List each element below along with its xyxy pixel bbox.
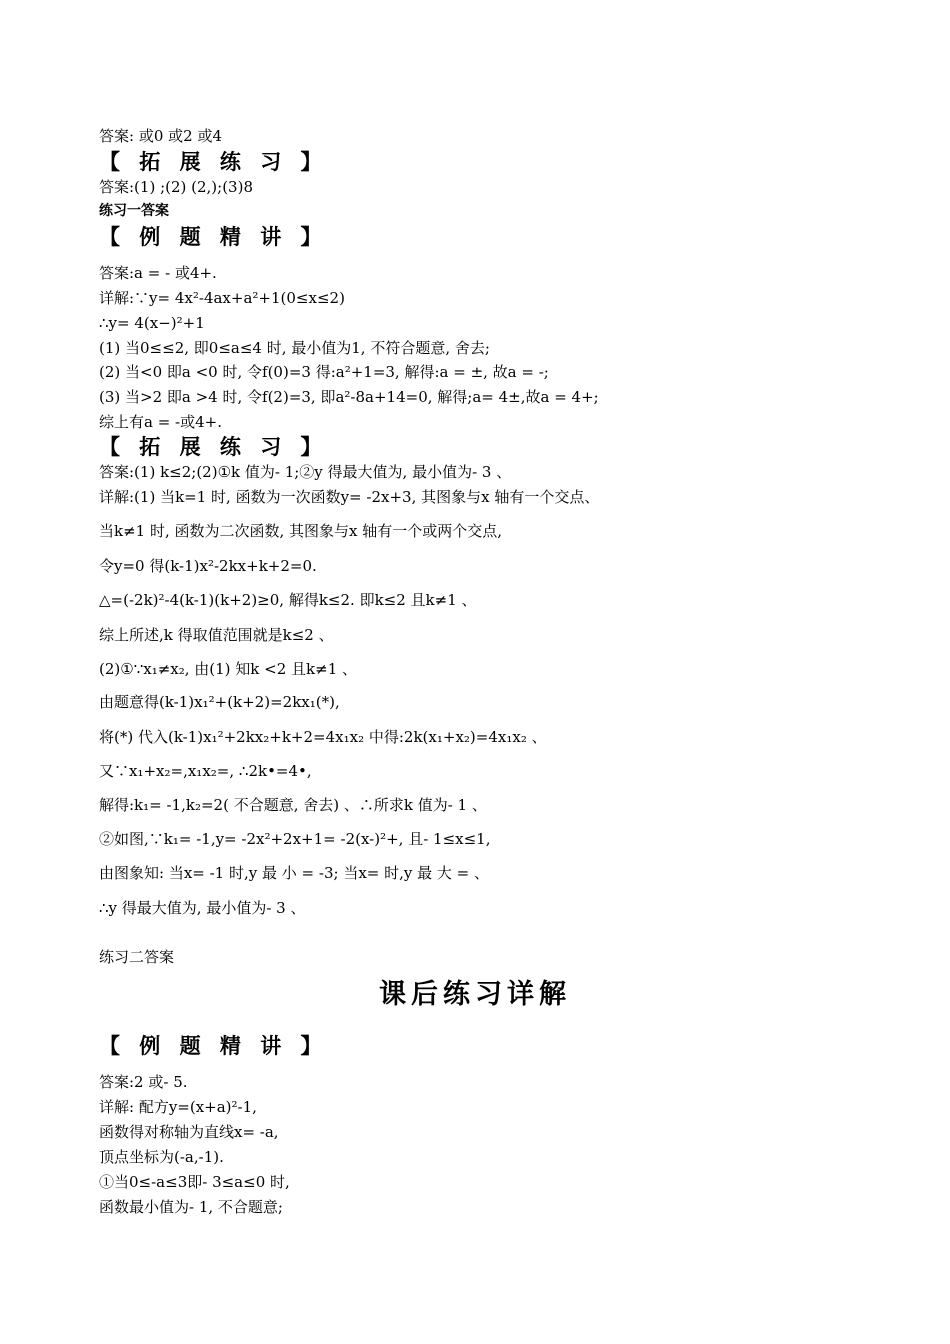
solution-line: ∴y 得最大值为, 最小值为- 3 、 bbox=[99, 899, 306, 917]
solution-line: 由图象知: 当x= -1 时,y 最 小 = -3; 当x= 时,y 最 大 = 、 bbox=[99, 864, 489, 882]
solution-line: 函数最小值为- 1, 不合题意; bbox=[99, 1198, 283, 1216]
solution-line: (3) 当>2 即a >4 时, 令f(2)=3, 即a²-8a+14=0, 解得;a= 4±,故a = 4+; bbox=[99, 388, 599, 406]
solution-line: ∴y= 4(x−)²+1 bbox=[99, 314, 205, 332]
solution-line: 解得:k₁= -1,k₂=2( 不合题意, 舍去) 、∴所求k 值为- 1 、 bbox=[99, 796, 487, 814]
answer-line: 答案:2 或- 5. bbox=[99, 1073, 188, 1091]
section-heading-example-explanation: 【 例 题 精 讲 】 bbox=[99, 225, 328, 249]
solution-line: 当k≠1 时, 函数为二次函数, 其图象与x 轴有一个或两个交点, bbox=[99, 522, 503, 540]
answer-line: 答案:(1) ;(2) (2,);(3)8 bbox=[99, 178, 253, 196]
solution-line: ①当0≤-a≤3即- 3≤a≤0 时, bbox=[99, 1173, 290, 1191]
solution-line: 函数得对称轴为直线x= -a, bbox=[99, 1123, 279, 1141]
solution-line: 综上有a = -或4+. bbox=[99, 413, 222, 431]
solution-line: 详解: 配方y=(x+a)²-1, bbox=[99, 1098, 257, 1116]
solution-line: 由题意得(k-1)x₁²+(k+2)=2kx₁(*), bbox=[99, 693, 340, 711]
subheading-exercise-one-answers: 练习一答案 bbox=[99, 203, 169, 219]
solution-line: (1) 当0≤≤2, 即0≤a≤4 时, 最小值为1, 不符合题意, 舍去; bbox=[99, 339, 490, 357]
solution-line: (2)①∵x₁≠x₂, 由(1) 知k <2 且k≠1 、 bbox=[99, 660, 358, 678]
solution-line: 详解:∵y= 4x²-4ax+a²+1(0≤x≤2) bbox=[99, 289, 345, 307]
answer-line: 答案:a = - 或4+. bbox=[99, 264, 217, 282]
subheading-exercise-two-answers: 练习二答案 bbox=[99, 948, 175, 966]
solution-line: (2) 当<0 即a <0 时, 令f(0)=3 得:a²+1=3, 解得:a = ±, 故a = -; bbox=[99, 363, 549, 381]
section-heading-example-explanation: 【 例 题 精 讲 】 bbox=[99, 1034, 328, 1058]
answer-line: 答案:(1) k≤2;(2)①k 值为- 1;②y 得最大值为, 最小值为- 3 、 bbox=[99, 463, 512, 481]
solution-line: 综上所述,k 得取值范围就是k≤2 、 bbox=[99, 626, 334, 644]
solution-line: 将(*) 代入(k-1)x₁²+2kx₂+k+2=4x₁x₂ 中得:2k(x₁+x₂)=4x₁x₂ 、 bbox=[99, 728, 547, 746]
solution-line: 详解:(1) 当k=1 时, 函数为一次函数y= -2x+3, 其图象与x 轴有一个交点、 bbox=[99, 488, 600, 506]
solution-line: ②如图,∵k₁= -1,y= -2x²+2x+1= -2(x-)²+, 且- 1≤x≤1, bbox=[99, 830, 491, 848]
page-title: 课后练习详解 bbox=[379, 979, 571, 1010]
section-heading-extension-practice: 【 拓 展 练 习 】 bbox=[99, 435, 328, 459]
solution-line: 又∵x₁+x₂=,x₁x₂=, ∴2k•=4•, bbox=[99, 762, 312, 780]
section-heading-extension-practice: 【 拓 展 练 习 】 bbox=[99, 150, 328, 174]
solution-line: △=(-2k)²-4(k-1)(k+2)≥0, 解得k≤2. 即k≤2 且k≠1 、 bbox=[99, 591, 477, 609]
answer-line: 答案: 或0 或2 或4 bbox=[99, 127, 222, 145]
solution-line: 令y=0 得(k-1)x²-2kx+k+2=0. bbox=[99, 557, 317, 575]
solution-line: 顶点坐标为(-a,-1). bbox=[99, 1148, 224, 1166]
